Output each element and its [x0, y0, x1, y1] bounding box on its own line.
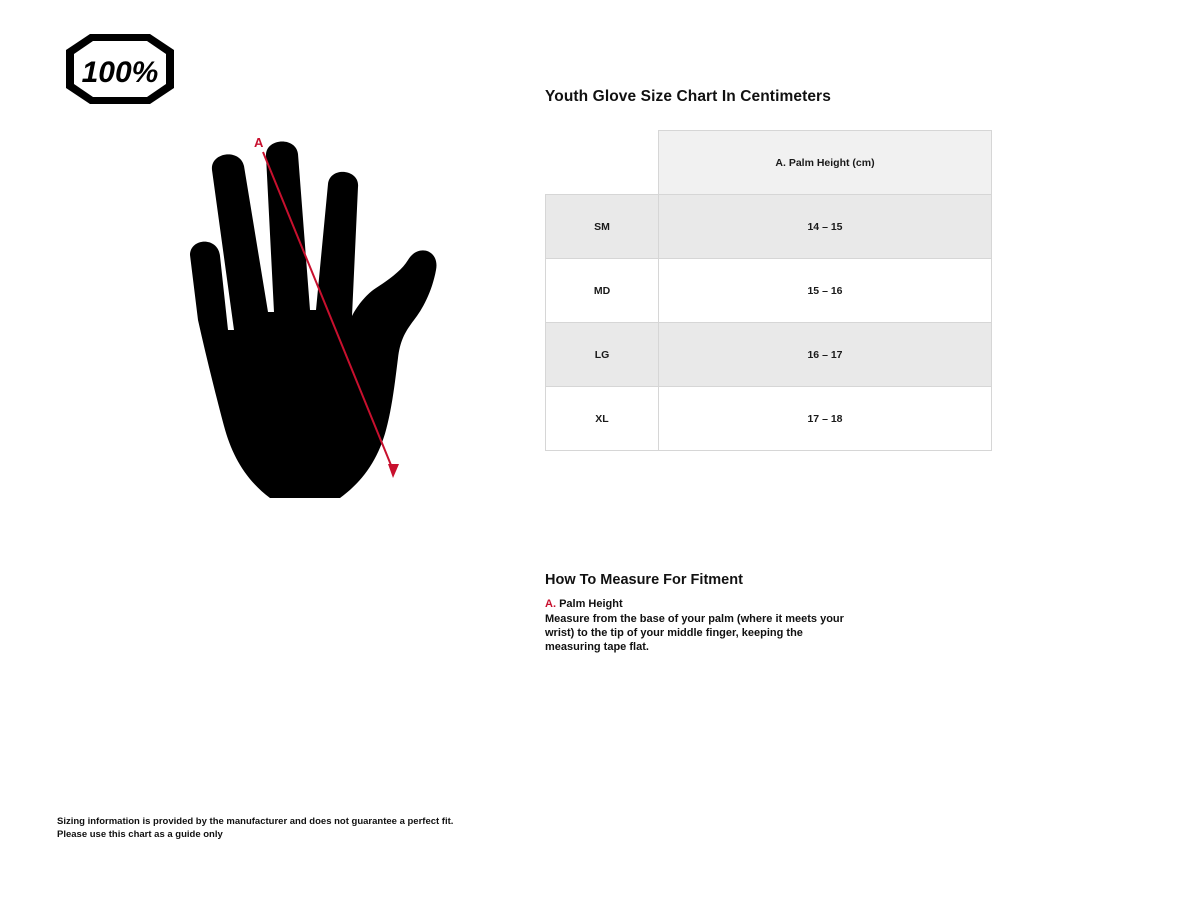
cell-palm-height: 14 – 15	[659, 195, 992, 259]
measure-marker: A.	[545, 598, 556, 610]
hand-palm-illustration	[150, 120, 550, 520]
table-body	[546, 195, 992, 451]
page-title: Youth Glove Size Chart In Centimeters	[545, 88, 831, 105]
measure-point-a-label: A	[254, 135, 264, 150]
footer-disclaimer	[57, 816, 453, 842]
measure-subheading	[545, 598, 855, 610]
how-to-measure-heading: How To Measure For Fitment	[545, 572, 743, 588]
table-header-row	[546, 131, 992, 195]
measure-subheading-label: Palm Height	[559, 598, 623, 610]
table-header-palm-height: A. Palm Height (cm)	[659, 131, 992, 195]
measure-body-text: Measure from the base of your palm (where it meets your wrist) to the tip of your middle finger, keeping the measuring tape flat.	[545, 613, 844, 653]
cell-palm-height: 16 – 17	[659, 323, 992, 387]
table-row	[546, 387, 992, 451]
cell-palm-height: 15 – 16	[659, 259, 992, 323]
table-row	[546, 259, 992, 323]
cell-size: SM	[546, 195, 659, 259]
cell-size: XL	[546, 387, 659, 451]
size-chart-section	[545, 88, 995, 451]
cell-palm-height: 17 – 18	[659, 387, 992, 451]
table-header-corner	[546, 131, 659, 195]
table-row	[546, 195, 992, 259]
cell-size: MD	[546, 259, 659, 323]
svg-text:100%: 100%	[81, 56, 159, 89]
how-to-measure-section	[545, 572, 855, 655]
cell-size: LG	[546, 323, 659, 387]
brand-logo	[60, 30, 180, 108]
table-header	[546, 131, 992, 195]
size-chart-table	[545, 130, 992, 451]
table-row	[546, 323, 992, 387]
footer-line-1: Sizing information is provided by the manufacturer and does not guarantee a perfect fit.	[57, 816, 454, 827]
footer-line-2: Please use this chart as a guide only	[57, 828, 223, 840]
